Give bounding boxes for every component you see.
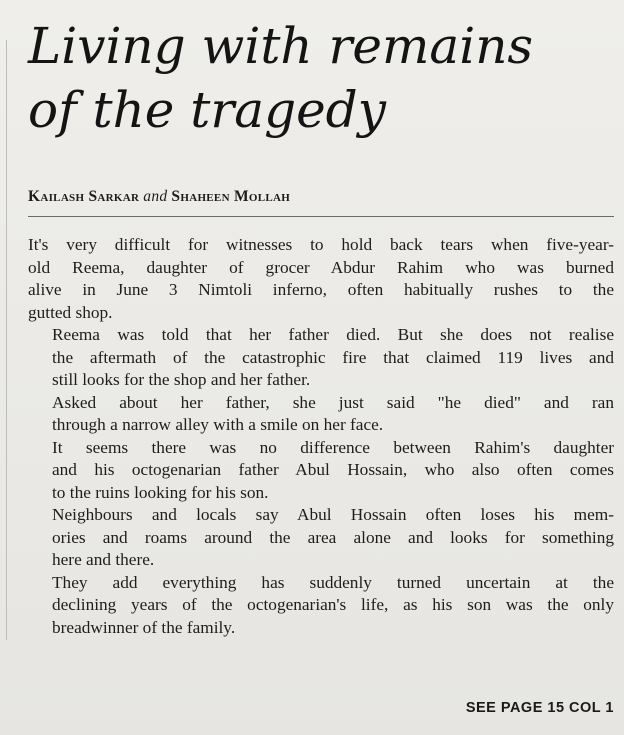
paragraph-2 xyxy=(28,324,614,392)
paragraph-line: here and there. xyxy=(52,550,155,569)
paragraph-line: It seems there was no difference between Rahim's daughter xyxy=(52,437,614,457)
paragraph-line: Asked about her father, she just said "he died" and ran xyxy=(52,392,614,412)
paragraph-line: ories and roams around the area alone and looks for something xyxy=(52,527,614,547)
byline-rule xyxy=(28,216,614,217)
paragraph-line: old Reema, daughter of grocer Abdur Rahim who was burned xyxy=(28,257,614,277)
column-divider xyxy=(6,40,7,640)
paragraph-6 xyxy=(28,572,614,640)
article-body xyxy=(28,234,614,639)
paragraph-1 xyxy=(28,234,614,324)
byline xyxy=(28,188,290,206)
paragraph-line: through a narrow alley with a smile on her face. xyxy=(52,415,384,434)
paragraph-3 xyxy=(28,392,614,437)
paragraph-line: breadwinner of the family. xyxy=(52,617,236,637)
byline-author-1: Kailash Sarkar xyxy=(28,188,140,205)
headline xyxy=(28,14,618,142)
paragraph-line: They add everything has suddenly turned uncertain at the xyxy=(52,572,614,592)
paragraph-line: declining years of the octogenarian's life, as his son was the only xyxy=(52,595,614,614)
headline-line-1: Living with remains xyxy=(28,17,534,75)
byline-author-2: Shaheen Mollah xyxy=(171,188,291,205)
byline-conjunction: and xyxy=(143,188,168,205)
paragraph-line: It's very difficult for witnesses to hold back tears when five-year- xyxy=(28,235,614,254)
paragraph-line: still looks for the shop and her father. xyxy=(52,370,311,389)
paragraph-line: to the ruins looking for his son. xyxy=(52,482,269,502)
paragraph-line: Neighbours and locals say Abul Hossain often loses his mem- xyxy=(52,505,614,524)
paragraph-line: alive in June 3 Nimtoli inferno, often habitually rushes to the xyxy=(28,280,614,299)
paragraph-4 xyxy=(28,437,614,505)
paragraph-5 xyxy=(28,504,614,572)
paragraph-line: gutted shop. xyxy=(28,302,113,322)
headline-line-2: of the tragedy xyxy=(28,81,386,139)
paragraph-line: Reema was told that her father died. But she does not realise xyxy=(52,325,614,344)
continued-on-page-note: SEE PAGE 15 COL 1 xyxy=(465,700,614,716)
paragraph-line: the aftermath of the catastrophic fire that claimed 119 lives and xyxy=(52,347,614,367)
paragraph-line: and his octogenarian father Abul Hossain, who also often comes xyxy=(52,460,614,479)
